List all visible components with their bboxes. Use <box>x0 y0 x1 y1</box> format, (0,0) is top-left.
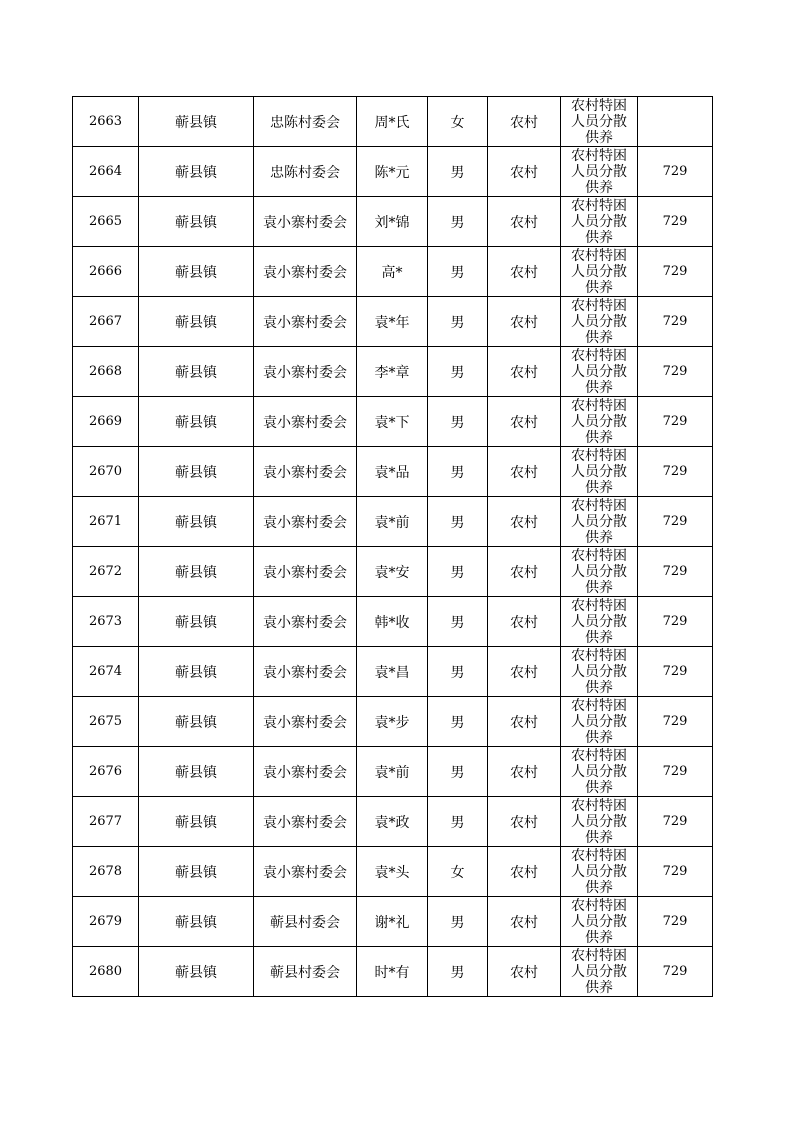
cell-support-category <box>561 747 638 797</box>
cell-gender: 男 <box>428 597 488 647</box>
cell-household-type: 农村 <box>488 447 561 497</box>
table-row <box>73 897 713 947</box>
cell-town: 蕲县镇 <box>139 297 254 347</box>
support-category-text: 农村特困人员分散供养 <box>571 598 627 644</box>
cell-serial-number: 2666 <box>73 247 139 297</box>
cell-amount: 729 <box>638 297 713 347</box>
cell-village-committee: 袁小寨村委会 <box>254 447 357 497</box>
cell-village-committee: 袁小寨村委会 <box>254 347 357 397</box>
cell-household-type: 农村 <box>488 347 561 397</box>
document-table-wrapper <box>72 96 712 997</box>
support-category-text: 农村特困人员分散供养 <box>571 298 627 344</box>
cell-person-name: 袁*步 <box>357 697 428 747</box>
cell-person-name: 韩*收 <box>357 597 428 647</box>
cell-village-committee: 忠陈村委会 <box>254 147 357 197</box>
cell-village-committee: 袁小寨村委会 <box>254 847 357 897</box>
cell-gender: 男 <box>428 647 488 697</box>
cell-serial-number: 2676 <box>73 747 139 797</box>
support-category-text: 农村特困人员分散供养 <box>571 548 627 594</box>
table-row <box>73 647 713 697</box>
cell-household-type: 农村 <box>488 697 561 747</box>
support-category-text: 农村特困人员分散供养 <box>571 498 627 544</box>
cell-gender: 男 <box>428 497 488 547</box>
cell-serial-number: 2670 <box>73 447 139 497</box>
cell-person-name: 谢*礼 <box>357 897 428 947</box>
support-category-text: 农村特困人员分散供养 <box>571 648 627 694</box>
table-row <box>73 747 713 797</box>
cell-town: 蕲县镇 <box>139 697 254 747</box>
cell-serial-number: 2678 <box>73 847 139 897</box>
cell-serial-number: 2679 <box>73 897 139 947</box>
cell-support-category <box>561 647 638 697</box>
cell-gender: 男 <box>428 747 488 797</box>
cell-village-committee: 袁小寨村委会 <box>254 197 357 247</box>
cell-village-committee: 袁小寨村委会 <box>254 697 357 747</box>
cell-support-category <box>561 147 638 197</box>
cell-household-type: 农村 <box>488 197 561 247</box>
cell-support-category <box>561 497 638 547</box>
cell-person-name: 陈*元 <box>357 147 428 197</box>
cell-person-name: 高* <box>357 247 428 297</box>
cell-support-category <box>561 297 638 347</box>
relief-recipient-table <box>72 96 713 997</box>
cell-person-name: 袁*昌 <box>357 647 428 697</box>
cell-amount: 729 <box>638 697 713 747</box>
support-category-text: 农村特困人员分散供养 <box>571 798 627 844</box>
cell-serial-number: 2680 <box>73 947 139 997</box>
cell-person-name: 袁*年 <box>357 297 428 347</box>
cell-town: 蕲县镇 <box>139 797 254 847</box>
table-row <box>73 497 713 547</box>
cell-amount: 729 <box>638 247 713 297</box>
cell-village-committee: 蕲县村委会 <box>254 897 357 947</box>
cell-person-name: 时*有 <box>357 947 428 997</box>
cell-town: 蕲县镇 <box>139 647 254 697</box>
cell-amount: 729 <box>638 347 713 397</box>
table-row <box>73 597 713 647</box>
support-category-text: 农村特困人员分散供养 <box>571 948 627 994</box>
cell-village-committee: 袁小寨村委会 <box>254 247 357 297</box>
cell-amount: 729 <box>638 647 713 697</box>
cell-support-category <box>561 347 638 397</box>
cell-household-type: 农村 <box>488 647 561 697</box>
cell-person-name: 袁*前 <box>357 497 428 547</box>
cell-household-type: 农村 <box>488 297 561 347</box>
cell-household-type: 农村 <box>488 147 561 197</box>
cell-support-category <box>561 97 638 147</box>
support-category-text: 农村特困人员分散供养 <box>571 848 627 894</box>
cell-household-type: 农村 <box>488 597 561 647</box>
cell-gender: 男 <box>428 297 488 347</box>
support-category-text: 农村特困人员分散供养 <box>571 348 627 394</box>
support-category-text: 农村特困人员分散供养 <box>571 198 627 244</box>
table-row <box>73 447 713 497</box>
cell-serial-number: 2673 <box>73 597 139 647</box>
cell-person-name: 周*氏 <box>357 97 428 147</box>
cell-gender: 男 <box>428 397 488 447</box>
cell-person-name: 袁*下 <box>357 397 428 447</box>
cell-person-name: 袁*头 <box>357 847 428 897</box>
cell-support-category <box>561 847 638 897</box>
cell-household-type: 农村 <box>488 847 561 897</box>
table-body <box>73 97 713 997</box>
cell-town: 蕲县镇 <box>139 497 254 547</box>
cell-gender: 男 <box>428 347 488 397</box>
cell-gender: 女 <box>428 847 488 897</box>
cell-person-name: 袁*政 <box>357 797 428 847</box>
cell-amount: 729 <box>638 497 713 547</box>
support-category-text: 农村特困人员分散供养 <box>571 398 627 444</box>
cell-gender: 男 <box>428 797 488 847</box>
support-category-text: 农村特困人员分散供养 <box>571 748 627 794</box>
support-category-text: 农村特困人员分散供养 <box>571 448 627 494</box>
cell-gender: 男 <box>428 697 488 747</box>
cell-support-category <box>561 597 638 647</box>
table-row <box>73 847 713 897</box>
cell-town: 蕲县镇 <box>139 397 254 447</box>
cell-serial-number: 2668 <box>73 347 139 397</box>
cell-household-type: 农村 <box>488 797 561 847</box>
cell-village-committee: 蕲县村委会 <box>254 947 357 997</box>
cell-support-category <box>561 897 638 947</box>
cell-town: 蕲县镇 <box>139 347 254 397</box>
cell-amount: 729 <box>638 397 713 447</box>
cell-gender: 女 <box>428 97 488 147</box>
cell-gender: 男 <box>428 247 488 297</box>
cell-amount <box>638 97 713 147</box>
cell-support-category <box>561 447 638 497</box>
cell-support-category <box>561 547 638 597</box>
cell-town: 蕲县镇 <box>139 897 254 947</box>
cell-serial-number: 2671 <box>73 497 139 547</box>
cell-gender: 男 <box>428 947 488 997</box>
cell-amount: 729 <box>638 847 713 897</box>
support-category-text: 农村特困人员分散供养 <box>571 898 627 944</box>
table-row <box>73 797 713 847</box>
table-row <box>73 197 713 247</box>
cell-support-category <box>561 797 638 847</box>
cell-support-category <box>561 397 638 447</box>
cell-gender: 男 <box>428 197 488 247</box>
cell-serial-number: 2667 <box>73 297 139 347</box>
cell-household-type: 农村 <box>488 897 561 947</box>
table-row <box>73 547 713 597</box>
cell-serial-number: 2669 <box>73 397 139 447</box>
cell-amount: 729 <box>638 797 713 847</box>
cell-village-committee: 袁小寨村委会 <box>254 647 357 697</box>
cell-serial-number: 2677 <box>73 797 139 847</box>
cell-village-committee: 袁小寨村委会 <box>254 397 357 447</box>
cell-town: 蕲县镇 <box>139 197 254 247</box>
cell-household-type: 农村 <box>488 97 561 147</box>
cell-household-type: 农村 <box>488 397 561 447</box>
cell-town: 蕲县镇 <box>139 597 254 647</box>
cell-gender: 男 <box>428 447 488 497</box>
cell-town: 蕲县镇 <box>139 747 254 797</box>
cell-town: 蕲县镇 <box>139 947 254 997</box>
cell-town: 蕲县镇 <box>139 147 254 197</box>
support-category-text: 农村特困人员分散供养 <box>571 148 627 194</box>
cell-village-committee: 袁小寨村委会 <box>254 597 357 647</box>
cell-gender: 男 <box>428 147 488 197</box>
cell-amount: 729 <box>638 947 713 997</box>
cell-household-type: 农村 <box>488 547 561 597</box>
cell-amount: 729 <box>638 747 713 797</box>
support-category-text: 农村特困人员分散供养 <box>571 698 627 744</box>
table-row <box>73 147 713 197</box>
cell-serial-number: 2665 <box>73 197 139 247</box>
cell-support-category <box>561 247 638 297</box>
cell-person-name: 刘*锦 <box>357 197 428 247</box>
cell-serial-number: 2675 <box>73 697 139 747</box>
cell-town: 蕲县镇 <box>139 847 254 897</box>
table-row <box>73 697 713 747</box>
cell-town: 蕲县镇 <box>139 247 254 297</box>
cell-household-type: 农村 <box>488 947 561 997</box>
cell-village-committee: 袁小寨村委会 <box>254 747 357 797</box>
cell-town: 蕲县镇 <box>139 547 254 597</box>
cell-village-committee: 袁小寨村委会 <box>254 797 357 847</box>
cell-amount: 729 <box>638 597 713 647</box>
table-row <box>73 247 713 297</box>
cell-person-name: 袁*品 <box>357 447 428 497</box>
cell-town: 蕲县镇 <box>139 447 254 497</box>
cell-person-name: 李*章 <box>357 347 428 397</box>
cell-town: 蕲县镇 <box>139 97 254 147</box>
cell-household-type: 农村 <box>488 247 561 297</box>
support-category-text: 农村特困人员分散供养 <box>571 98 627 144</box>
cell-serial-number: 2664 <box>73 147 139 197</box>
cell-amount: 729 <box>638 897 713 947</box>
table-row <box>73 947 713 997</box>
cell-village-committee: 袁小寨村委会 <box>254 547 357 597</box>
cell-support-category <box>561 947 638 997</box>
cell-village-committee: 忠陈村委会 <box>254 97 357 147</box>
cell-support-category <box>561 197 638 247</box>
table-row <box>73 297 713 347</box>
table-row <box>73 397 713 447</box>
table-row <box>73 97 713 147</box>
support-category-text: 农村特困人员分散供养 <box>571 248 627 294</box>
cell-serial-number: 2672 <box>73 547 139 597</box>
cell-amount: 729 <box>638 447 713 497</box>
cell-household-type: 农村 <box>488 747 561 797</box>
cell-support-category <box>561 697 638 747</box>
cell-village-committee: 袁小寨村委会 <box>254 297 357 347</box>
cell-gender: 男 <box>428 897 488 947</box>
cell-serial-number: 2663 <box>73 97 139 147</box>
cell-amount: 729 <box>638 147 713 197</box>
cell-gender: 男 <box>428 547 488 597</box>
cell-amount: 729 <box>638 197 713 247</box>
cell-serial-number: 2674 <box>73 647 139 697</box>
cell-household-type: 农村 <box>488 497 561 547</box>
cell-person-name: 袁*安 <box>357 547 428 597</box>
cell-amount: 729 <box>638 547 713 597</box>
table-row <box>73 347 713 397</box>
cell-person-name: 袁*前 <box>357 747 428 797</box>
cell-village-committee: 袁小寨村委会 <box>254 497 357 547</box>
